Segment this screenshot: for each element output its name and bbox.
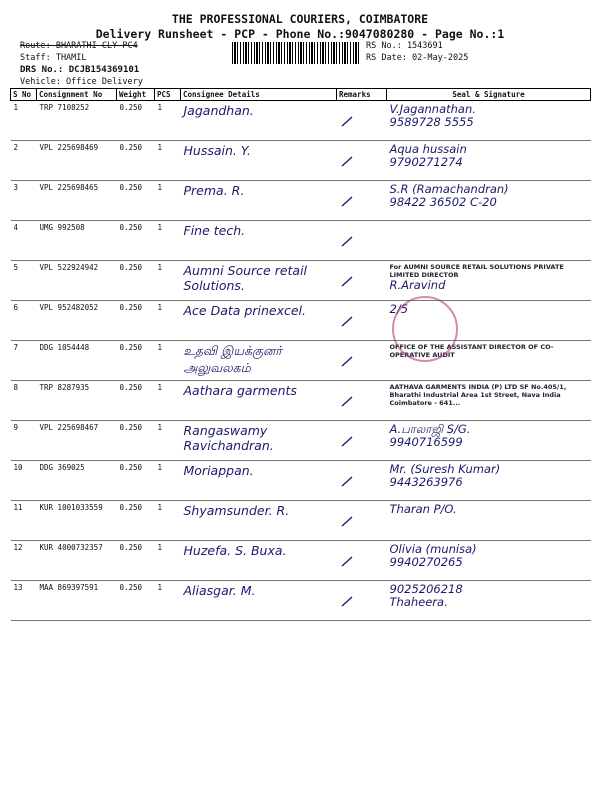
table-row xyxy=(11,501,591,541)
vehicle-field: Vehicle: Office Delivery xyxy=(20,77,143,87)
remarks-cell xyxy=(337,181,387,221)
pcs-count: 1 xyxy=(155,581,181,621)
company-stamp: AATHAVA GARMENTS INDIA (P) LTD SF No.405/1, Bharathi Industrial Area 1st Street, Nava India Coimbatore - 641... xyxy=(389,383,567,407)
company-stamp: For AUMNI SOURCE RETAIL SOLUTIONS PRIVATE LIMITED DIRECTOR xyxy=(389,263,564,279)
seal-signature-cell xyxy=(387,101,591,141)
col-consignment: Consignment No xyxy=(37,89,117,101)
signature-name: Tharan P/O. xyxy=(389,502,457,516)
remarks-cell xyxy=(337,501,387,541)
weight-value: 0.250 xyxy=(117,341,155,381)
pcs-count: 1 xyxy=(155,421,181,461)
weight-value: 0.250 xyxy=(117,501,155,541)
tick-mark-icon xyxy=(341,475,353,487)
signature-name: 2/5 xyxy=(389,302,409,316)
signature-name: S.R (Ramachandran) xyxy=(389,182,509,196)
col-weight: Weight xyxy=(117,89,155,101)
signature-name: V.Jagannathan. xyxy=(389,102,476,116)
pcs-count: 1 xyxy=(155,501,181,541)
remarks-cell xyxy=(337,261,387,301)
consignee-details: Moriappan. xyxy=(181,461,337,501)
consignee-details: Huzefa. S. Buxa. xyxy=(181,541,337,581)
meta-right xyxy=(366,40,468,64)
weight-value: 0.250 xyxy=(117,261,155,301)
weight-value: 0.250 xyxy=(117,381,155,421)
table-row xyxy=(11,221,591,261)
serial-number: 3 xyxy=(11,181,37,221)
serial-number: 7 xyxy=(11,341,37,381)
consignment-number: VPL 952482052 xyxy=(37,301,117,341)
col-pcs: PCS xyxy=(155,89,181,101)
signature-phone: 9589728 5555 xyxy=(389,115,474,129)
remarks-cell xyxy=(337,341,387,381)
pcs-count: 1 xyxy=(155,301,181,341)
table-row xyxy=(11,461,591,501)
pcs-count: 1 xyxy=(155,101,181,141)
serial-number: 11 xyxy=(11,501,37,541)
remarks-cell xyxy=(337,541,387,581)
signature-phone: 98422 36502 C-20 xyxy=(389,195,497,209)
staff-field: Staff: THAMIL xyxy=(20,53,87,63)
tick-mark-icon xyxy=(341,435,353,447)
tick-mark-icon xyxy=(341,315,353,327)
seal-signature-cell xyxy=(387,141,591,181)
remarks-cell xyxy=(337,301,387,341)
pcs-count: 1 xyxy=(155,341,181,381)
remarks-cell xyxy=(337,461,387,501)
pcs-count: 1 xyxy=(155,221,181,261)
consignment-number: DDG 1054448 xyxy=(37,341,117,381)
route-field: Route: BHARATHI CLY PC4 xyxy=(20,41,138,51)
weight-value: 0.250 xyxy=(117,301,155,341)
seal-signature-cell xyxy=(387,541,591,581)
remarks-cell xyxy=(337,101,387,141)
table-header xyxy=(11,89,591,101)
consignment-number: UMG 992508 xyxy=(37,221,117,261)
signature-phone: 9940270265 xyxy=(389,555,463,569)
col-remarks: Remarks xyxy=(337,89,387,101)
runsheet-table xyxy=(10,88,591,621)
rs-date-field: RS Date: 02-May-2025 xyxy=(366,53,469,63)
consignment-number: KUR 4000732357 xyxy=(37,541,117,581)
remarks-cell xyxy=(337,221,387,261)
signature-phone: Thaheera. xyxy=(389,595,448,609)
pcs-count: 1 xyxy=(155,381,181,421)
col-seal-signature: Seal & Signature xyxy=(387,89,591,101)
remarks-cell xyxy=(337,381,387,421)
serial-number: 13 xyxy=(11,581,37,621)
remarks-cell xyxy=(337,141,387,181)
consignee-details: Shyamsunder. R. xyxy=(181,501,337,541)
tick-mark-icon xyxy=(341,115,353,127)
consignee-details: Rangaswamy Ravichandran. xyxy=(181,421,337,461)
remarks-cell xyxy=(337,581,387,621)
seal-signature-cell xyxy=(387,421,591,461)
consignment-number: TRP 7108252 xyxy=(37,101,117,141)
tick-mark-icon xyxy=(341,195,353,207)
table-row xyxy=(11,581,591,621)
consignee-details: Ace Data prinexcel. xyxy=(181,301,337,341)
pcs-count: 1 xyxy=(155,261,181,301)
company-stamp: OFFICE OF THE ASSISTANT DIRECTOR OF CO-OPERATIVE AUDIT xyxy=(389,343,554,359)
company-title: THE PROFESSIONAL COURIERS, COIMBATORE xyxy=(171,12,429,26)
col-consignee: Consignee Details xyxy=(181,89,337,101)
consignee-details: Aumni Source retail Solutions. xyxy=(181,261,337,301)
signature-phone: 9443263976 xyxy=(389,475,463,489)
serial-number: 2 xyxy=(11,141,37,181)
signature-name: 9025206218 xyxy=(389,582,463,596)
table-row xyxy=(11,261,591,301)
consignee-details: Aathara garments xyxy=(181,381,337,421)
tick-mark-icon xyxy=(341,155,353,167)
seal-signature-cell xyxy=(387,221,591,261)
signature-name: Olivia (munisa) xyxy=(389,542,477,556)
table-row xyxy=(11,181,591,221)
signature-name: Aqua hussain xyxy=(389,142,467,156)
consignment-number: VPL 225698465 xyxy=(37,181,117,221)
table-row xyxy=(11,381,591,421)
pcs-count: 1 xyxy=(155,541,181,581)
rubber-seal xyxy=(392,296,458,362)
tick-mark-icon xyxy=(341,355,353,367)
pcs-count: 1 xyxy=(155,461,181,501)
weight-value: 0.250 xyxy=(117,141,155,181)
seal-signature-cell xyxy=(387,381,591,421)
tick-mark-icon xyxy=(341,235,353,247)
table-row xyxy=(11,541,591,581)
consignment-number: MAA 869397591 xyxy=(37,581,117,621)
signature-name: Mr. (Suresh Kumar) xyxy=(389,462,501,476)
pcs-count: 1 xyxy=(155,141,181,181)
signature-phone: 9790271274 xyxy=(389,155,463,169)
seal-signature-cell xyxy=(387,581,591,621)
consignment-number: VPL 225698467 xyxy=(37,421,117,461)
serial-number: 5 xyxy=(11,261,37,301)
consignee-details: Jagandhan. xyxy=(181,101,337,141)
weight-value: 0.250 xyxy=(117,581,155,621)
consignment-number: VPL 225698469 xyxy=(37,141,117,181)
seal-signature-cell xyxy=(387,261,591,301)
consignment-number: TRP 8287935 xyxy=(37,381,117,421)
serial-number: 4 xyxy=(11,221,37,261)
barcode xyxy=(232,42,360,64)
signature-phone: 9940716599 xyxy=(389,435,463,449)
tick-mark-icon xyxy=(341,555,353,567)
tick-mark-icon xyxy=(341,595,353,607)
table-row xyxy=(11,141,591,181)
serial-number: 9 xyxy=(11,421,37,461)
table-row xyxy=(11,101,591,141)
consignment-number: VPL 522924942 xyxy=(37,261,117,301)
consignment-number: KUR 1001033559 xyxy=(37,501,117,541)
col-sno: S No xyxy=(11,89,37,101)
weight-value: 0.250 xyxy=(117,221,155,261)
consignment-number: DDG 369025 xyxy=(37,461,117,501)
weight-value: 0.250 xyxy=(117,461,155,501)
table-row xyxy=(11,301,591,341)
consignee-details: உதவி இயக்குனர் அலுவலகம் xyxy=(181,341,337,381)
weight-value: 0.250 xyxy=(117,421,155,461)
signature-phone: R.Aravind xyxy=(389,278,446,292)
serial-number: 6 xyxy=(11,301,37,341)
meta-left xyxy=(20,40,143,88)
seal-signature-cell xyxy=(387,461,591,501)
serial-number: 12 xyxy=(11,541,37,581)
tick-mark-icon xyxy=(341,515,353,527)
consignee-details: Prema. R. xyxy=(181,181,337,221)
seal-signature-cell xyxy=(387,501,591,541)
table-row xyxy=(11,421,591,461)
seal-signature-cell xyxy=(387,181,591,221)
serial-number: 10 xyxy=(11,461,37,501)
drs-field: DRS No.: DCJB154369101 xyxy=(20,65,140,75)
consignee-details: Fine tech. xyxy=(181,221,337,261)
pcs-count: 1 xyxy=(155,181,181,221)
serial-number: 1 xyxy=(11,101,37,141)
runsheet-subtitle: Delivery Runsheet - PCP - Phone No.:9047080280 - Page No.:1 xyxy=(95,27,505,41)
consignee-details: Hussain. Y. xyxy=(181,141,337,181)
signature-name: A.பாலாஜி S/G. xyxy=(389,422,471,436)
tick-mark-icon xyxy=(341,275,353,287)
rs-no-field: RS No.: 1543691 xyxy=(366,41,443,51)
table-row xyxy=(11,341,591,381)
serial-number: 8 xyxy=(11,381,37,421)
consignee-details: Aliasgar. M. xyxy=(181,581,337,621)
weight-value: 0.250 xyxy=(117,541,155,581)
remarks-cell xyxy=(337,421,387,461)
weight-value: 0.250 xyxy=(117,181,155,221)
tick-mark-icon xyxy=(341,395,353,407)
weight-value: 0.250 xyxy=(117,101,155,141)
